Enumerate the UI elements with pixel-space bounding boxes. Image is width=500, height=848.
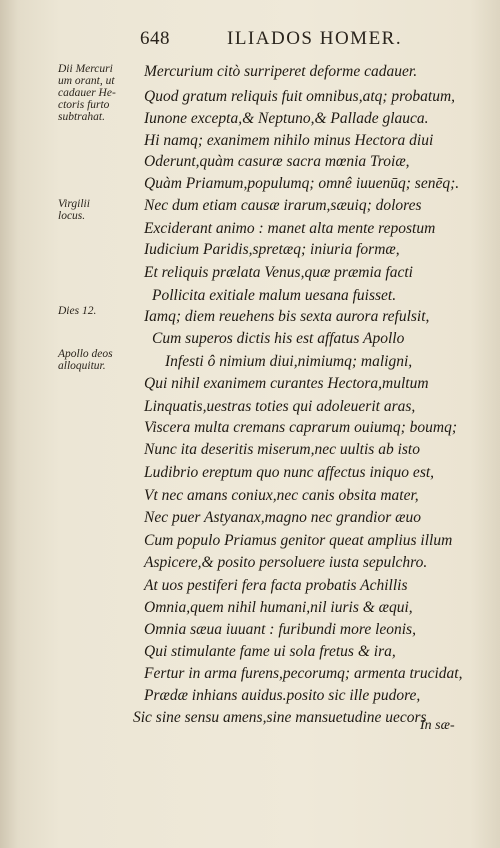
verse-line: Pollicita exitiale malum uesana fuisset. <box>152 287 397 304</box>
verse-line: Nunc ita deseritis miserum,nec uultis ab isto <box>144 441 420 458</box>
margin-note-line: alloquitur. <box>58 360 106 372</box>
verse-line: Linquatis,uestras toties qui adoleuerit aras, <box>144 398 416 415</box>
margin-note-line: Virgilii <box>58 198 90 210</box>
verse-line: Nec puer Astyanax,magno nec grandior æuo <box>144 509 421 526</box>
verse-line: Cum superos dictis his est affatus Apollo <box>152 330 405 347</box>
verse-line: Mercurium citò surriperet deforme cadauer. <box>144 63 418 80</box>
verse-line: Ludibrio ereptum quo nunc affectus iniquo est, <box>144 464 435 481</box>
verse-line: Infesti ô nimium diui,nimiumq; maligni, <box>165 353 413 370</box>
verse-line: Quod gratum reliquis fuit omnibus,atq; probatum, <box>144 88 456 105</box>
verse-line: Qui nihil exanimem curantes Hectora,multum <box>144 375 429 392</box>
margin-note-line: Dies 12. <box>58 305 97 317</box>
verse-line: Exciderant animo : manet alta mente repostum <box>144 220 436 237</box>
verse-line: Omnia,quem nihil humani,nil iuris & æqui, <box>144 599 413 616</box>
margin-note <box>58 63 116 123</box>
page-header <box>0 28 500 52</box>
margin-note-line: ctoris furto <box>58 99 110 111</box>
verse-line: Sic sine sensu amens,sine mansuetudine uecors <box>133 709 427 726</box>
verse-line: Vt nec amans coniux,nec canis obsita mater, <box>144 487 419 504</box>
verse-line: Hi namq; exanimem nihilo minus Hectora diui <box>144 132 434 149</box>
margin-note-line: subtrahat. <box>58 111 105 123</box>
verse-line: Aspicere,& posito persoluere iusta sepulchro. <box>144 554 428 571</box>
verse-line: Qui stimulante fame ui sola fretus & ira, <box>144 643 396 660</box>
margin-note-line: um orant, ut <box>58 75 115 87</box>
verse-line: Et reliquis prælata Venus,quæ præmia facti <box>144 264 413 281</box>
margin-note-line: cadauer He- <box>58 87 116 99</box>
margin-note-line: Apollo deos <box>58 348 113 360</box>
verse-line: Iamq; diem reuehens bis sexta aurora refulsit, <box>144 308 430 325</box>
verse-line: Fertur in arma furens,pecorumq; armenta trucidat, <box>144 665 463 682</box>
page-number: 648 <box>140 28 170 49</box>
margin-note <box>58 305 96 317</box>
verse-line: Nec dum etiam causæ irarum,sæuiq; dolores <box>144 197 422 214</box>
verse-line: Iudicium Paridis,spretæq; iniuria formæ, <box>144 241 400 258</box>
margin-note <box>58 198 90 222</box>
verse-line: Iunone excepta,& Neptuno,& Pallade glauca. <box>144 110 429 127</box>
margin-note-line: locus. <box>58 210 86 222</box>
margin-note-line: Dii Mercuri <box>58 63 113 75</box>
verse-line: Viscera multa cremans caprarum ouiumq; boumq; <box>144 419 457 436</box>
verse-line: Oderunt,quàm casuræ sacra mœnia Troiæ, <box>144 153 410 170</box>
catchword: In sæ- <box>420 718 455 733</box>
verse-line: Quàm Priamum,populumq; omnê iuuenūq; senēq;. <box>144 175 460 192</box>
verse-line: Omnia sæua iuuant : furibundi more leonis, <box>144 621 416 638</box>
margin-note <box>58 348 113 372</box>
verse-line: At uos pestiferi fera facta probatis Achillis <box>144 577 408 594</box>
verse-line: Cum populo Priamus genitor queat amplius illum <box>144 532 453 549</box>
verse-line: Prædæ inhians auidus.posito sic ille pudore, <box>144 687 421 704</box>
running-title: ILIADOS HOMER. <box>227 28 403 49</box>
